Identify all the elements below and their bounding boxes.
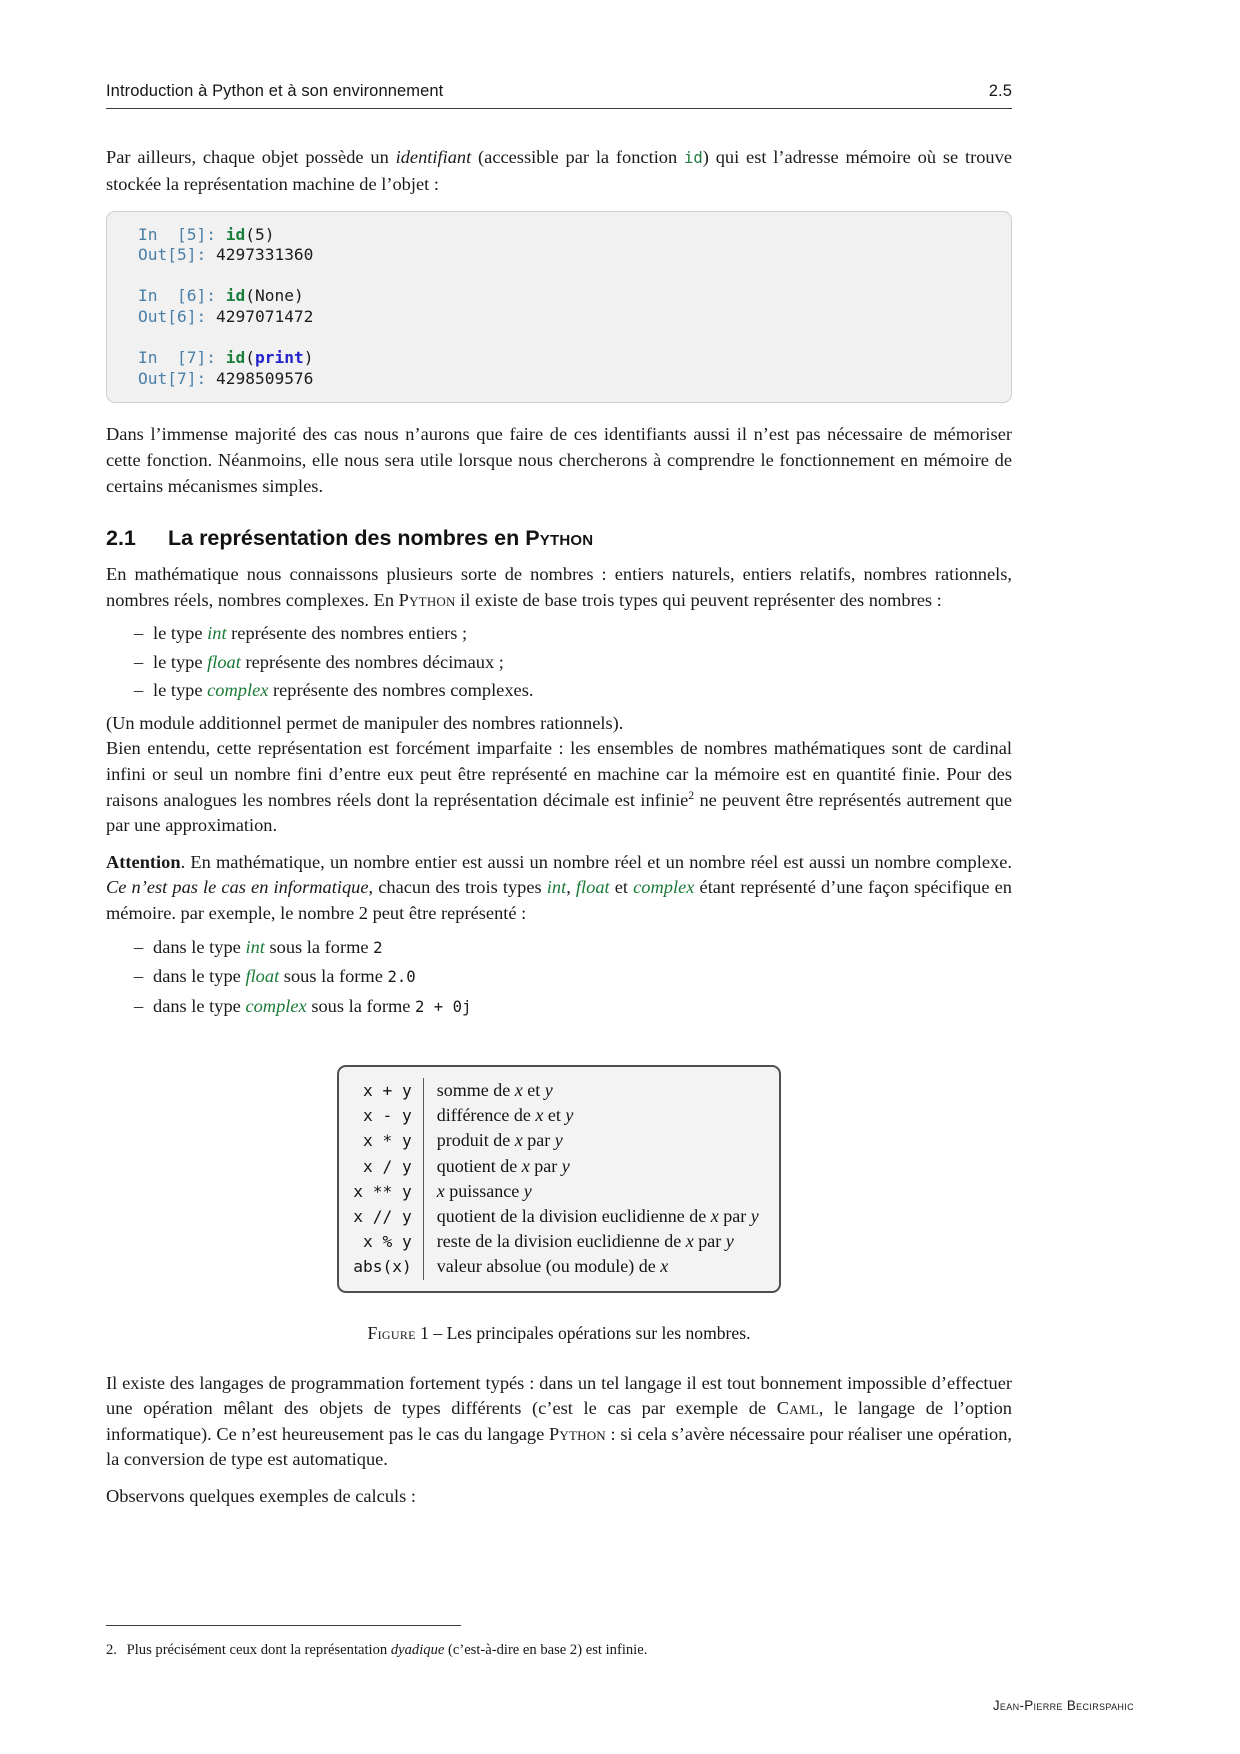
code-token: id [225,348,246,368]
desc-var-y: y [554,1130,563,1151]
desc-text-1: quotient de la division euclidienne de [436,1206,711,1227]
desc-var-y: y [544,1080,553,1101]
attention-sep-1: , [566,877,576,898]
imparfaite-text-1: Bien entendu, cette représentation est forcément imparfaite : les ensembles de nombres mathématiques sont de cardinal infini or seul un nombre fini d’entre eux peut être représenté en machine car la mémoire est en quantité finie. Pour des raisons analogues les nombres réels dont la représentation décimale est infinie [106,738,1012,810]
operation-description [423,1179,758,1204]
form-code-literal: 2.0 [387,968,416,987]
running-header-page-number: 2.5 [988,82,1012,100]
operation-syntax: x - y [353,1103,423,1128]
figure-operations [106,1065,1012,1344]
form-text-before: dans le type [153,936,246,957]
attention-lead: Attention [106,851,181,872]
desc-text-2: par [693,1231,726,1252]
footnote-rule [106,1625,461,1626]
section-title-python: Python [525,526,594,551]
form-list-item [106,992,1012,1022]
typed-caml: Caml [776,1398,819,1419]
operation-syntax: x % y [353,1229,423,1254]
section-title-text: La représentation des nombres en [168,526,526,551]
operations-table [353,1078,758,1280]
header-rule [106,108,1012,109]
figure-caption [368,1323,751,1344]
desc-var-x: x [521,1155,530,1176]
desc-var-y: y [523,1180,532,1201]
desc-var-x: x [514,1130,523,1151]
running-header [106,82,1012,108]
code-block-ipython [106,211,1012,404]
operation-syntax: x / y [353,1154,423,1179]
attention-type-complex: complex [633,877,695,898]
figure-caption-text: Les principales opérations sur les nombres. [446,1322,751,1343]
typed-python: Python [548,1423,606,1444]
desc-text-1: valeur absolue (ou module) de [436,1256,661,1277]
desc-text-1: reste de la division euclidienne de [436,1231,686,1252]
running-header-title: Introduction à Python et à son environnement [106,82,444,100]
paragraph-module-rationnels: (Un module additionnel permet de manipuler des nombres rationnels). [106,712,624,733]
section-title [168,526,593,551]
type-name-int: int [207,623,227,644]
code-line [107,348,1011,369]
code-prompt-in: In [5]: [138,224,226,244]
types-intro-text-1: En mathématique nous connaissons plusieurs sorte de nombres : entiers naturels, entiers relatifs, nombres rationnels, nombres réels, nombres complexes. En [106,564,1012,610]
desc-text-1: produit de [436,1130,515,1151]
operation-description [423,1078,758,1103]
desc-var-y: y [750,1206,759,1227]
types-intro-text-2: il existe de base trois types qui peuvent représenter des nombres : [455,589,942,610]
intro-text-3: ) qui est l’adresse mémoire où se trouve stockée la représentation machine de l’objet : [106,147,1012,194]
type-list [106,619,1012,705]
operation-syntax: x ** y [353,1179,423,1204]
operation-syntax: x + y [353,1078,423,1103]
operations-table-row [353,1154,758,1179]
code-line [107,286,1011,307]
type-list-text-before: le type [153,623,208,644]
attention-type-int: int [546,877,567,898]
page-content [106,82,1012,1510]
figure-caption-dash: – [433,1322,447,1343]
operation-syntax: x * y [353,1128,423,1153]
footnote-emphasis-dyadique: dyadique [390,1642,445,1658]
paragraph-observons: Observons quelques exemples de calculs : [106,1486,417,1507]
footnote-2 [106,1640,1012,1660]
intro-code-id: id [684,149,703,168]
intro-emphasis-identifiant: identifiant [395,147,472,168]
attention-text-1: . En mathématique, un nombre entier est aussi un nombre réel et un nombre réel est aussi un nombre complexe. [180,851,1012,872]
form-text-mid: sous la forme [279,966,388,987]
form-code-literal: 2 [373,938,383,957]
desc-var-y: y [725,1231,734,1252]
operations-table-row [353,1103,758,1128]
typed-text-2: , le langage de l’option informatique). Ce n’est heureusement pas le cas du langage [106,1398,1012,1444]
page-footer-author: Jean-Pierre Becirspahic [992,1698,1134,1713]
section-number: 2.1 [106,526,136,551]
operation-description [423,1254,758,1279]
code-prompt-in: In [7]: [138,348,226,368]
form-list-item [106,962,1012,992]
section-heading-2-1 [106,526,1012,551]
type-list-text-after: représente des nombres entiers ; [226,623,468,644]
attention-type-float: float [575,877,610,898]
operations-table-row [353,1128,758,1153]
code-token: 4298509576 [215,368,314,388]
intro-text-2: (accessible par la fonction [471,147,685,168]
desc-var-y: y [565,1105,574,1126]
form-text-mid: sous la forme [264,936,374,957]
operations-table-row [353,1179,758,1204]
figure-caption-number: 1 [415,1322,434,1343]
imparfaite-text-2: ne peuvent être représentés autrement que par une approximation. [106,789,1013,836]
desc-var-x: x [535,1105,544,1126]
desc-var-x: x [660,1256,669,1277]
type-list-item [106,648,1012,677]
operations-table-row [353,1204,758,1229]
desc-var-x: x [710,1206,719,1227]
code-token: id [225,286,246,306]
operation-syntax: x // y [353,1204,423,1229]
paragraph-types-intro [106,562,1012,613]
code-blank-line [107,328,1011,349]
footnote-text-2: (c’est-à-dire en base 2) est infinie. [444,1642,648,1658]
intro-text-1: Par ailleurs, chaque objet possède un [106,147,396,168]
desc-text-2: par [522,1130,555,1151]
operation-description [423,1204,758,1229]
figure-caption-label: Figure [367,1322,416,1343]
desc-text-1: différence de [436,1105,536,1126]
code-token: 4297071472 [215,306,314,326]
code-token: (5) [245,224,275,244]
code-token: ( [245,348,255,368]
code-token: id [225,224,246,244]
paragraph-imparfaite [106,736,1012,838]
paragraph-attention [106,850,1012,927]
operations-table-row [353,1078,758,1103]
typed-text-1: Il existe des langages de programmation fortement typés : dans un tel langage il est tout bonnement impossible d’effectuer une opération mêlant des objets de types différents (c’est le cas par exemple de [106,1372,1012,1419]
type-list-text-before: le type [153,680,208,701]
typed-text-3: : si cela s’avère nécessaire pour réaliser une opération, la conversion de type est automatique. [106,1423,1012,1470]
form-text-before: dans le type [153,966,246,987]
type-name-complex: complex [245,995,307,1016]
code-token: ) [303,348,314,368]
code-prompt-out: Out[5]: [138,245,216,265]
desc-text-1: somme de [436,1080,515,1101]
type-name-float: float [207,651,241,672]
footnote-marker-2: 2 [688,789,695,802]
code-line [107,245,1011,266]
attention-text-3: étant représenté d’une façon spécifique en mémoire. par exemple, le nombre 2 peut être représenté : [106,877,1012,923]
code-prompt-out: Out[6]: [138,306,216,326]
type-list-item [106,619,1012,648]
code-line [107,307,1011,328]
code-blank-line [107,266,1011,287]
footnote-number: 2. [106,1642,117,1658]
code-token: (None) [245,286,304,306]
type-name-float: float [245,966,280,987]
code-token: print [254,348,304,368]
desc-text-2: par [718,1206,751,1227]
operation-description [423,1229,758,1254]
code-token: 4297331360 [215,245,314,265]
code-prompt-out: Out[7]: [138,368,216,388]
desc-text-2: et [543,1105,566,1126]
attention-text-2: , chacun des trois types [368,877,547,898]
form-text-before: dans le type [153,995,246,1016]
code-line [107,369,1011,390]
type-name-int: int [245,936,265,957]
representation-form-list [106,933,1012,1022]
operations-table-row [353,1254,758,1279]
code-line [107,225,1011,246]
attention-emphasis: Ce n’est pas le cas en informatique [106,877,369,898]
form-code-literal: 2 + 0j [415,997,472,1016]
desc-var-x: x [514,1080,523,1101]
attention-sep-2: et [609,877,634,898]
type-list-item [106,676,1012,705]
form-text-mid: sous la forme [306,995,416,1016]
desc-text-2: puissance [444,1180,524,1201]
form-list-item [106,933,1012,963]
type-list-text-before: le type [153,651,208,672]
paragraph-identifiant [106,145,1012,197]
type-list-text-after: représente des nombres complexes. [268,680,534,701]
desc-var-x: x [436,1180,445,1201]
code-prompt-in: In [6]: [138,286,226,306]
footnote-text-1: Plus précisément ceux dont la représentation [122,1642,391,1658]
operations-box [337,1065,780,1293]
desc-var-y: y [561,1155,570,1176]
operation-description [423,1128,758,1153]
desc-var-x: x [685,1231,694,1252]
type-name-complex: complex [207,680,269,701]
types-intro-python: Python [398,589,456,610]
paragraph-langages-types [106,1371,1012,1473]
desc-text-2: et [522,1080,545,1101]
paragraph-identifiants-usage: Dans l’immense majorité des cas nous n’aurons que faire de ces identifiants aussi il n’est pas nécessaire de mémoriser cette fonction. Néanmoins, elle nous sera utile lorsque nous chercherons à comprendre le fonctionnement en mémoire de certains mécanismes simples. [106,424,1012,496]
operation-description [423,1103,758,1128]
operation-description [423,1154,758,1179]
operation-syntax: abs(x) [353,1254,423,1279]
desc-text-1: quotient de [436,1155,522,1176]
operations-table-row [353,1229,758,1254]
desc-text-2: par [529,1155,562,1176]
type-list-text-after: représente des nombres décimaux ; [240,651,504,672]
